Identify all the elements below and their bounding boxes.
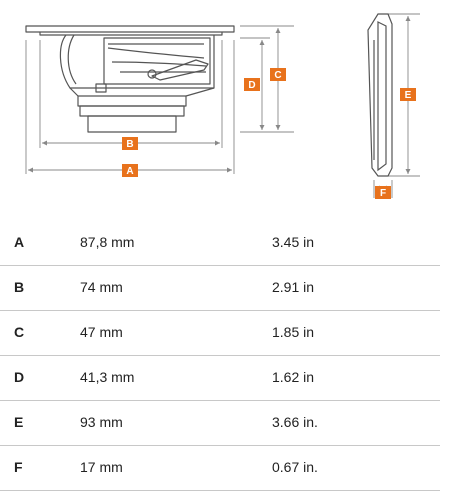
svg-text:E: E (404, 90, 412, 101)
badge-b (122, 137, 138, 150)
badge-c (270, 68, 286, 81)
dimension-in: 3.45 in (272, 234, 315, 250)
badge-f (375, 186, 391, 199)
badge-e (400, 88, 416, 101)
dimension-label: D (14, 369, 25, 385)
dimension-in: 0.67 in. (272, 459, 318, 475)
dimension-row-d (0, 355, 440, 401)
dimension-row-c (0, 310, 440, 356)
dimension-label: C (14, 324, 25, 340)
speaker-dimension-diagram (0, 0, 460, 205)
dimension-row-b (0, 265, 440, 311)
dimension-in: 3.66 in. (272, 414, 318, 430)
badge-a (122, 164, 138, 177)
svg-text:B: B (126, 139, 134, 150)
dimension-mm: 41,3 mm (80, 369, 135, 385)
svg-text:A: A (126, 166, 134, 177)
speaker-side-profile (26, 26, 234, 32)
dimension-row-f (0, 445, 440, 491)
dimension-mm: 74 mm (80, 279, 123, 295)
dimension-row-a (0, 220, 440, 266)
dimension-label: B (14, 279, 25, 295)
svg-text:C: C (274, 70, 282, 81)
svg-text:D: D (248, 80, 256, 91)
dimension-label: A (14, 234, 25, 250)
dimension-mm: 47 mm (80, 324, 123, 340)
badge-d (244, 78, 260, 91)
dimension-in: 2.91 in (272, 279, 315, 295)
dimension-label: F (14, 459, 23, 475)
dimension-in: 1.62 in (272, 369, 315, 385)
speaker-front-profile (368, 14, 392, 176)
dimension-mm: 93 mm (80, 414, 123, 430)
dimension-row-e (0, 400, 440, 446)
dimension-mm: 17 mm (80, 459, 123, 475)
svg-text:F: F (379, 188, 387, 199)
dimension-in: 1.85 in (272, 324, 315, 340)
dimension-mm: 87,8 mm (80, 234, 135, 250)
dimension-label: E (14, 414, 24, 430)
